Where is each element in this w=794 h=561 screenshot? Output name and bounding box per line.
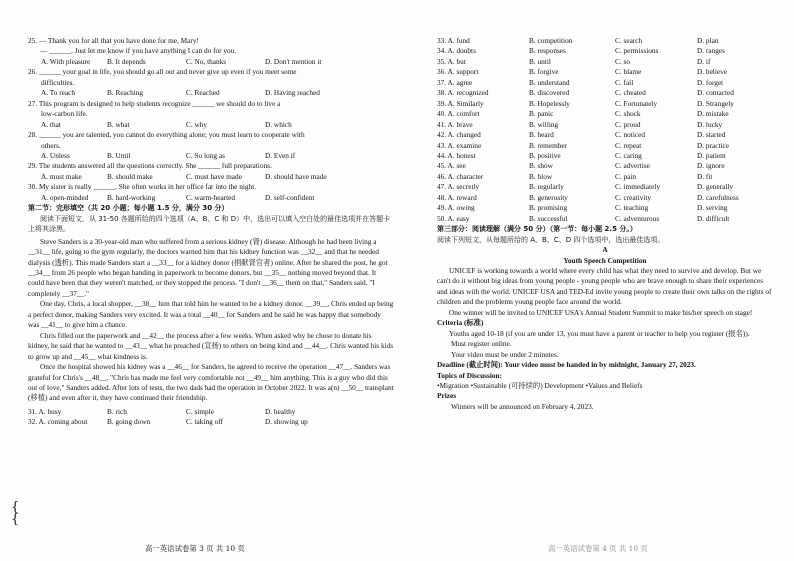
q26-option-d[interactable]: D. Having reached [265, 88, 320, 98]
cloze-option-row [437, 151, 773, 161]
q25-option-d[interactable]: D. Don't mention it [265, 56, 322, 66]
cloze-option-c[interactable]: C. noticed [615, 130, 645, 140]
q26-stem: 26. ______ your goal in life, you should go all out and never give up even if you meet some [28, 67, 297, 77]
q26-option-a[interactable]: A. To reach [41, 88, 76, 98]
q30-option-a[interactable]: A. open-minded [41, 192, 89, 202]
cloze-option-row [437, 203, 773, 213]
topics-list: •Migration •Sustainable (可持续的) Development •Values and Beliefs [437, 380, 643, 390]
cloze-option-a[interactable]: 44. A. honest [437, 150, 476, 160]
cloze-option-b[interactable]: B. positive [529, 150, 561, 160]
cloze-option-a[interactable]: 34. A. doubts [437, 46, 476, 56]
cloze-option-b[interactable]: B. panic [529, 109, 554, 119]
cloze-option-a[interactable]: 43. A. examine [437, 140, 482, 150]
page-footer-left: 高一英语试卷第 3 页 共 10 页 [145, 544, 245, 553]
cloze-option-c[interactable]: C. teaching [615, 203, 649, 213]
cloze-option-d[interactable]: D. started [697, 130, 726, 140]
cloze-option-a[interactable]: 38. A. recognized [437, 88, 489, 98]
q32-option-c[interactable]: C. taking off [186, 417, 223, 427]
q28-stem-2: others. [41, 140, 61, 150]
cloze-option-row [437, 99, 773, 109]
cloze-option-b[interactable]: B. competition [529, 36, 573, 45]
passage-paragraph-1: Steve Sanders is a 30-year-old man who suffered from a serious kidney (肾) disease. Although he had been living a __31__ life, going to the gym regularly, the doctors warned him that his kidney function was __32__ and that he needed dialysis (透析). This made Sanders start a __33__ for a kidney donor (捐献肾官者) online. After he shared the post, he got __34__ from 26 people who began handing in paperwork to become donors, but __35__ nothing moved beyond that. It could have been that they weren't matched, or they stopped the process. "I don't __36__ them on that," Sanders said. "I completely __37__." [28, 236, 388, 298]
deadline: Deadline (截止时间): Your video must be handed in by midnight, January 27, 2023. [437, 360, 696, 370]
cloze-option-a[interactable]: 46. A. character [437, 171, 484, 181]
q25-options [28, 57, 394, 67]
cloze-option-b[interactable]: B. blow [529, 171, 553, 181]
cloze-option-a[interactable]: 49. A. owing [437, 203, 475, 213]
cloze-option-a[interactable]: 47. A. secretly [437, 182, 480, 192]
cloze-option-d[interactable]: D. ranges [697, 46, 725, 56]
cloze-option-row [437, 141, 773, 151]
q28-option-d[interactable]: D. Even if [265, 150, 296, 160]
criteria-age: Youths aged 10-18 (if you are under 13, you must have a parent or teacher to help you register (报名)). [449, 328, 750, 338]
cloze-option-c[interactable]: C. advertise [615, 161, 650, 171]
cloze-option-c[interactable]: C. pain [615, 171, 637, 181]
q30-option-b[interactable]: B. hard-working [107, 192, 156, 202]
cloze-option-c[interactable]: C. Fortunately [615, 98, 658, 108]
q27-stem: 27. This program is designed to help students recognize ______ we should do to live a [28, 98, 281, 108]
cloze-option-d[interactable]: D. believe [697, 67, 727, 77]
cloze-option-a[interactable]: 37. A. agree [437, 77, 473, 87]
q28-option-b[interactable]: B. Until [107, 150, 131, 160]
cloze-options-list [437, 36, 773, 224]
cloze-option-d[interactable]: D. contacted [697, 88, 734, 98]
q26-option-c[interactable]: C. Reached [186, 88, 220, 98]
topics-label: Topics of Discussion: [437, 370, 503, 380]
page-footer-right: 高一英语试卷第 4 页 共 10 页 [548, 544, 648, 553]
binding-brace-icon: { [11, 512, 20, 527]
q31-option-b[interactable]: B. rich [107, 406, 127, 416]
cloze-option-a[interactable]: 40. A. comfort [437, 109, 480, 119]
cloze-option-b[interactable]: B. responses [529, 46, 566, 56]
cloze-option-d[interactable]: D. Strangely [697, 98, 734, 108]
left-column [28, 36, 394, 428]
cloze-option-row [437, 214, 773, 224]
cloze-option-c[interactable]: C. fail [615, 77, 634, 87]
cloze-option-row [437, 36, 773, 46]
q32-options [28, 417, 394, 427]
cloze-option-row [437, 78, 773, 88]
q31-option-d[interactable]: D. healthy [265, 406, 296, 416]
cloze-option-row [437, 120, 773, 130]
passage-a-paragraph-1: UNICEF is working towards a world where every child has what they need to survive and develop. But we can't do it without big ideas from young people - young people who are brave enough to share their experiences and ideas with the world. UNICEF USA and TED-Ed invite young people to create their own talks on the rights of children and the problems young people face around the world. [437, 265, 772, 307]
cloze-option-b[interactable]: B. discovered [529, 88, 570, 98]
cloze-option-d[interactable]: D. forget [697, 77, 724, 87]
q31-option-a[interactable]: 31. A. busy [28, 406, 62, 416]
q30-stem: 30. My sister is really ______. She often works in her office far into the night. [28, 182, 257, 192]
cloze-option-c[interactable]: C. search [615, 36, 643, 45]
cloze-option-row [437, 57, 773, 67]
cloze-option-c[interactable]: C. permissions [615, 46, 659, 56]
section3-title: 第三部分：阅读理解（满分 50 分）（第一节：每小题 2.5 分。） [437, 225, 637, 234]
q31-options [28, 407, 394, 417]
passage-letter: A [602, 245, 608, 255]
cloze-option-c[interactable]: C. adventurous [615, 213, 660, 223]
cloze-option-c[interactable]: C. blame [615, 67, 642, 77]
cloze-option-b[interactable]: B. understand [529, 77, 570, 87]
cloze-option-b[interactable]: B. show [529, 161, 553, 171]
q28-stem: 28. ______ you are talented, you cannot do everything alone; you must learn to cooperate with [28, 130, 305, 140]
cloze-option-d[interactable]: D. carefulness [697, 192, 739, 202]
cloze-option-row [437, 88, 773, 98]
q26-option-b[interactable]: B. Reaching [107, 88, 144, 98]
q31-option-c[interactable]: C. simple [186, 406, 214, 416]
cloze-option-row [437, 182, 773, 192]
q30-option-c[interactable]: C. warm-hearted [186, 192, 236, 202]
criteria-label: Criteria (标准) [437, 318, 484, 328]
cloze-option-row [437, 67, 773, 77]
cloze-option-a[interactable]: 35. A. but [437, 56, 466, 66]
q29-stem: 29. The students answered all the questions correctly. She ______ full preparations. [28, 161, 272, 171]
cloze-option-a[interactable]: 45. A. see [437, 161, 466, 171]
cloze-option-a[interactable]: 50. A. easy [437, 213, 470, 223]
criteria-register: Must register online. [451, 339, 512, 349]
cloze-option-row [437, 130, 773, 140]
q25-option-b[interactable]: B. It depends [107, 56, 146, 66]
q29-option-c[interactable]: C. must have made [186, 171, 242, 181]
q27-option-a[interactable]: A. that [41, 119, 61, 129]
cloze-option-a[interactable]: 42. A. changed [437, 130, 481, 140]
cloze-option-row [437, 46, 773, 56]
cloze-option-d[interactable]: D. ignore [697, 161, 725, 171]
cloze-option-c[interactable]: C. cheated [615, 88, 646, 98]
prizes-label: Prizes [437, 391, 457, 401]
cloze-option-a[interactable]: 41. A. brave [437, 119, 473, 129]
q25-stem: 25. — Thank you for all that you have done for me, Mary! [28, 36, 199, 45]
cloze-option-b[interactable]: B. willing [529, 119, 559, 129]
cloze-option-d[interactable]: D. practice [697, 140, 730, 150]
passage-paragraph-2: One day, Chris, a local shopper, __38__ him that told him he wanted to be a kidney donor. __39__, Chris ended up being a perfect donor, making Sanders very excited. It was a total __40__ for Sanders and he said he was happy that somebody was __41__ to give him a chance. [28, 299, 394, 330]
cloze-option-d[interactable]: D. generally [697, 182, 734, 192]
passage-title: Youth Speech Competition [563, 255, 647, 265]
q30-options [28, 193, 394, 203]
cloze-option-a[interactable]: 48. A. reward [437, 192, 477, 202]
cloze-option-row [437, 193, 773, 203]
q29-option-d[interactable]: D. should have made [265, 171, 327, 181]
q32-option-a[interactable]: 32. A. coming about [28, 417, 88, 427]
q28-options [28, 151, 394, 161]
cloze-option-b[interactable]: B. regularly [529, 182, 564, 192]
q27-option-d[interactable]: D. which [265, 119, 292, 129]
cloze-option-row [437, 109, 773, 119]
q28-option-a[interactable]: A. Unless [41, 150, 70, 160]
q30-option-d[interactable]: D. self-confident [265, 192, 315, 202]
cloze-option-b[interactable]: B. remember [529, 140, 568, 150]
cloze-option-b[interactable]: B. forgive [529, 67, 559, 77]
cloze-option-c[interactable]: C. proud [615, 119, 641, 129]
q25-stem-2: — ______. Just let me know if you have anything I can do for you. [40, 46, 237, 56]
cloze-option-d[interactable]: D. if [697, 56, 711, 66]
q27-options [28, 120, 394, 130]
cloze-option-c[interactable]: C. immediately [615, 182, 660, 192]
cloze-option-a[interactable]: 39. A. Similarly [437, 98, 484, 108]
cloze-option-b[interactable]: B. until [529, 56, 551, 66]
q27-stem-2: low-carbon life. [41, 109, 88, 119]
cloze-option-b[interactable]: B. heard [529, 130, 554, 140]
cloze-option-c[interactable]: C. repeat [615, 140, 642, 150]
cloze-option-b[interactable]: B. Hopelessly [529, 98, 570, 108]
section2-title: 第二节：完形填空（共 20 小题；每小题 1.5 分，满分 30 分） [28, 204, 229, 213]
q27-option-b[interactable]: B. what [107, 119, 130, 129]
q26-options [28, 88, 394, 98]
cloze-option-d[interactable]: D. lucky [697, 119, 723, 129]
q29-option-b[interactable]: B. should make [107, 171, 153, 181]
cloze-option-c[interactable]: C. shock [615, 109, 641, 119]
q25-option-a[interactable]: A. With pleasure [41, 56, 91, 66]
q28-option-c[interactable]: C. So long as [186, 150, 225, 160]
cloze-option-d[interactable]: D. patient [697, 150, 726, 160]
cloze-option-d[interactable]: D. difficult [697, 213, 730, 223]
q32-option-d[interactable]: D. showing up [265, 417, 308, 427]
cloze-option-d[interactable]: D. plan [697, 36, 719, 45]
cloze-option-d[interactable]: D. mistake [697, 109, 729, 119]
q32-option-b[interactable]: B. going down [107, 417, 151, 427]
section3-instructions: 阅读下列短文，从每题所给的 A、B、C、D 四个选项中，选出最佳选项。 [437, 235, 665, 244]
cloze-option-row [437, 161, 773, 171]
q27-option-c[interactable]: C. why [186, 119, 208, 129]
cloze-option-a[interactable]: 33. A. fund [437, 36, 470, 45]
cloze-option-b[interactable]: B. generosity [529, 192, 568, 202]
section2-instructions: 阅读下面短文，从 31-50 各题所给的四个选项（A、B、C 和 D）中，选出可以填入空白处的最佳选项并在答题卡上将其涂黑。 [28, 214, 391, 234]
cloze-option-row [437, 172, 773, 182]
binding-brace-icon: { [11, 500, 20, 515]
cloze-option-c[interactable]: C. so [615, 56, 631, 66]
q29-options [28, 172, 394, 182]
q29-option-a[interactable]: A. must make [41, 171, 82, 181]
cloze-option-d[interactable]: D. fit [697, 171, 713, 181]
prizes-announcement: Winners will be announced on February 4, 2023. [451, 401, 594, 411]
cloze-option-d[interactable]: D. serving [697, 203, 728, 213]
passage-paragraph-3: Chris filled out the paperwork and __42__ the process after a few weeks. When asked why he chose to donate his kidney, he said that he wanted to __43__ what he preached (宣扬) to others on being kind and __44__. Chris wanted his kids to grow up and __45__ what kindness is. [28, 330, 394, 361]
q25-option-c[interactable]: C. No, thanks [186, 56, 227, 66]
passage-a-paragraph-2: One winner will be invited to UNICEF USA's Annual Student Summit to make his/her speech on stage! [449, 307, 753, 317]
cloze-option-b[interactable]: B. promising [529, 203, 568, 213]
q26-stem-2: difficulties. [41, 77, 75, 87]
cloze-option-c[interactable]: C. creativity [615, 192, 652, 202]
cloze-option-c[interactable]: C. caring [615, 150, 642, 160]
cloze-option-a[interactable]: 36. A. support [437, 67, 479, 77]
criteria-video: Your video must be under 2 minutes. [451, 349, 559, 359]
right-column [437, 36, 773, 412]
passage-paragraph-4: Once the hospital showed his kidney was a __46__ for Sanders, he agreed to receive the operation __47__. Sanders was grateful for Chris's __48__. "Chris has made me feel very comfortable not __49__ him anything. This is a guy who did this out of love," Sanders added. After lots of tests, the two dads had the operation in October 2022. It was a(n) __50__ transplant (移植) and even after it, they have continued their friendship. [28, 362, 394, 403]
cloze-option-b[interactable]: B. successful [529, 213, 568, 223]
